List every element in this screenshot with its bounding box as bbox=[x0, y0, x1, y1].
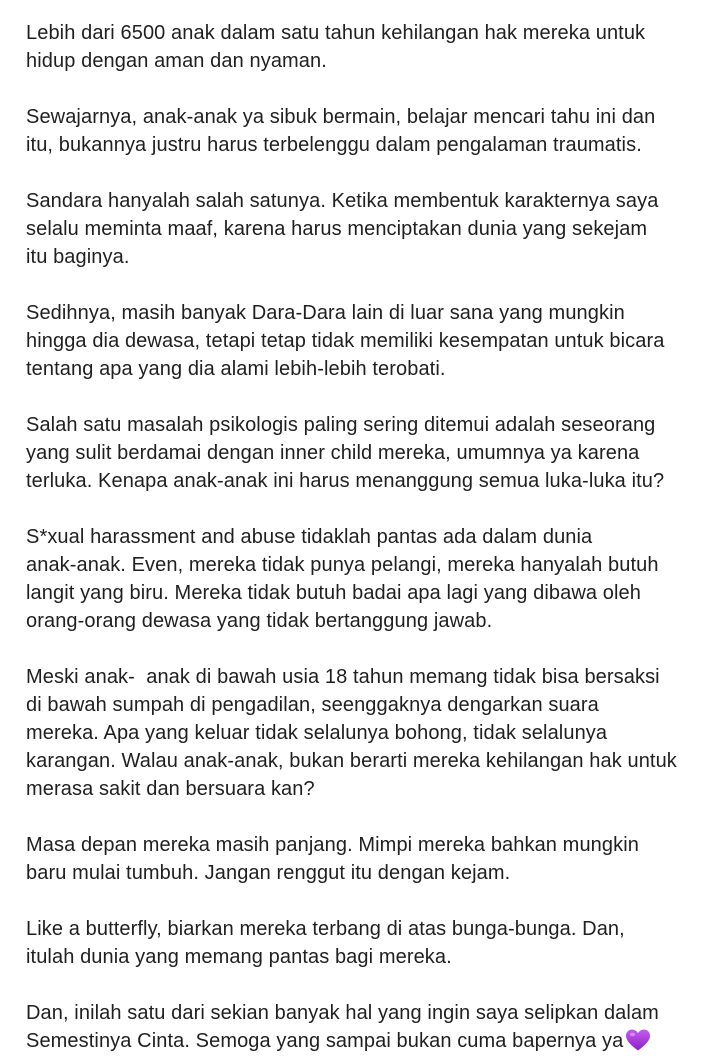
paragraph-line: Sedihnya, masih banyak Dara-Dara lain di luar sana yang mungkin bbox=[26, 302, 625, 324]
paragraph-line: itu, bukannya justru harus terbelenggu dalam pengalaman traumatis. bbox=[26, 134, 642, 156]
paragraph-line: orang-orang dewasa yang tidak bertanggung jawab. bbox=[26, 610, 493, 632]
paragraph-line: di bawah sumpah di pengadilan, seenggaknya dengarkan suara bbox=[26, 694, 599, 716]
paragraph-line-text: Semestinya Cinta. Semoga yang sampai bukan cuma bapernya ya bbox=[26, 1030, 624, 1052]
paragraph-line: langit yang biru. Mereka tidak butuh badai apa lagi yang dibawa oleh bbox=[26, 582, 641, 604]
paragraph-line: karangan. Walau anak-anak, bukan berarti mereka kehilangan hak untuk bbox=[26, 750, 677, 772]
paragraph-line: S*xual harassment and abuse tidaklah pantas ada dalam dunia bbox=[26, 526, 593, 548]
paragraph-line: hidup dengan aman dan nyaman. bbox=[26, 50, 327, 72]
paragraph-line: Meski anak- anak di bawah usia 18 tahun memang tidak bisa bersaksi bbox=[26, 666, 660, 688]
paragraph-line: Sandara hanyalah salah satunya. Ketika membentuk karakternya saya bbox=[26, 190, 659, 212]
paragraph-line: Lebih dari 6500 anak dalam satu tahun kehilangan hak mereka untuk bbox=[26, 22, 646, 44]
paragraph-3 bbox=[26, 187, 710, 271]
paragraph-6 bbox=[26, 523, 710, 635]
paragraph-line: yang sulit berdamai dengan inner child mereka, umumnya ya karena bbox=[26, 442, 640, 464]
paragraph-last-line bbox=[26, 1027, 710, 1055]
paragraph-line: mereka. Apa yang keluar tidak selalunya bohong, tidak selalunya bbox=[26, 722, 608, 744]
paragraph-4 bbox=[26, 299, 710, 383]
paragraph-line: baru mulai tumbuh. Jangan renggut itu dengan kejam. bbox=[26, 862, 511, 884]
paragraph-line: Sewajarnya, anak-anak ya sibuk bermain, belajar mencari tahu ini dan bbox=[26, 106, 656, 128]
paragraph-8 bbox=[26, 831, 710, 887]
paragraph-line: merasa sakit dan bersuara kan? bbox=[26, 778, 315, 800]
paragraph-line: Salah satu masalah psikologis paling sering ditemui adalah seseorang bbox=[26, 414, 656, 436]
paragraph-line: Like a butterfly, biarkan mereka terbang di atas bunga-bunga. Dan, bbox=[26, 918, 625, 940]
paragraph-5 bbox=[26, 411, 710, 495]
paragraph-line: selalu meminta maaf, karena harus menciptakan dunia yang sekejam bbox=[26, 218, 648, 240]
paragraph-line: Dan, inilah satu dari sekian banyak hal yang ingin saya selipkan dalam bbox=[26, 1002, 659, 1024]
paragraph-2 bbox=[26, 103, 710, 159]
paragraph-line: itulah dunia yang memang pantas bagi mereka. bbox=[26, 946, 452, 968]
paragraph-line: terluka. Kenapa anak-anak ini harus menanggung semua luka-luka itu? bbox=[26, 470, 665, 492]
paragraph-line: itu baginya. bbox=[26, 246, 130, 268]
paragraph-line: Masa depan mereka masih panjang. Mimpi mereka bahkan mungkin bbox=[26, 834, 639, 856]
paragraph-line: tentang apa yang dia alami lebih-lebih terobati. bbox=[26, 358, 446, 380]
purple-heart-icon bbox=[625, 1028, 651, 1052]
paragraph-line: hingga dia dewasa, tetapi tetap tidak memiliki kesempatan untuk bicara bbox=[26, 330, 665, 352]
paragraph-9 bbox=[26, 915, 710, 971]
paragraph-7 bbox=[26, 663, 710, 803]
paragraph-10 bbox=[26, 999, 710, 1055]
paragraph-line: anak-anak. Even, mereka tidak punya pelangi, mereka hanyalah butuh bbox=[26, 554, 659, 576]
paragraph-1 bbox=[26, 19, 710, 75]
